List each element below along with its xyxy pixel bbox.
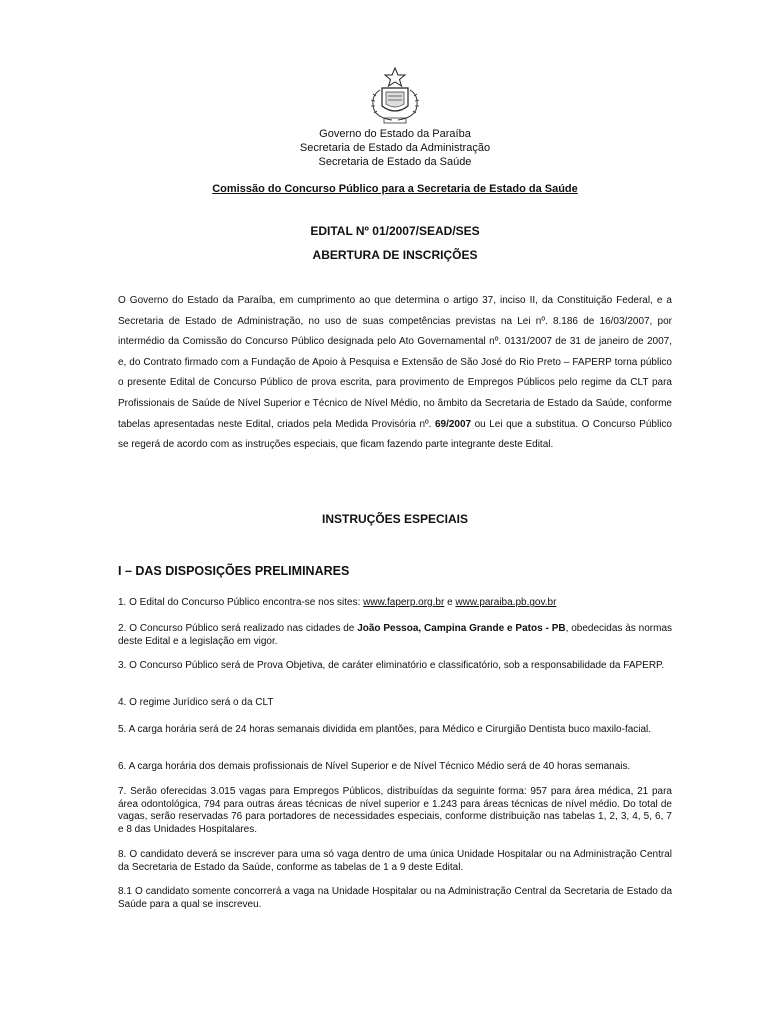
edital-number: EDITAL Nº 01/2007/SEAD/SES (310, 224, 480, 238)
state-coat-of-arms-icon (362, 66, 428, 126)
item-3: 3. O Concurso Público será de Prova Objetiva, de caráter eliminatório e classificatório, sob a responsabilidade da FAPERP. (118, 660, 665, 671)
link-faperp[interactable]: www.faperp.org.br (363, 597, 445, 608)
item-4: 4. O regime Jurídico será o da CLT (118, 697, 274, 708)
item-7: 7. Serão oferecidas 3.015 vagas para Empregos Públicos, distribuídas da seguinte forma: 957 para área médica, 21 para área odontológica, 794 para outras áreas técnicas de nível superior e 1.243 para áreas técnicas de nível médio. Do total de vagas, serão reservadas 76 para portadores de necessidades especiais, conforme distribuição nas tabelas 1, 2, 3, 4, 5, 6, 7 e 8 das Unidades Hospitalares. (118, 786, 672, 835)
item-2-rest: , obedecidas às normas deste Edital e a legislação em vigor. (118, 623, 673, 647)
item-6: 6. A carga horária dos demais profissionais de Nível Superior e de Nível Técnico Médio será de 40 horas semanais. (118, 761, 631, 772)
item-1-and: e (444, 597, 456, 608)
instructions-title: INSTRUÇÕES ESPECIAIS (321, 512, 469, 526)
item-2-text: 2. O Concurso Público será realizado nas cidades de (118, 623, 358, 634)
edital-subtitle: ABERTURA DE INSCRIÇÕES (312, 248, 478, 262)
item-8: 8. O candidato deverá se inscrever para uma só vaga dentro de uma única Unidade Hospitalar ou na Administração Central da Secretaria de Estado da Saúde, conforme as tabelas de 1 a 9 deste Edital. (118, 849, 672, 873)
item-1 (118, 597, 672, 610)
header-government: Governo do Estado da Paraíba (319, 128, 471, 140)
link-paraiba[interactable]: www.paraiba.pb.gov.br (455, 597, 557, 608)
header-health: Secretaria de Estado da Saúde (318, 156, 472, 168)
intro-bold-reference: 69/2007 (434, 418, 472, 430)
item-2 (118, 623, 672, 648)
item-8-1: 8.1 O candidato somente concorrerá a vaga na Unidade Hospitalar ou na Administração Central da Secretaria de Estado da Saúde para a qual se inscreveu. (118, 886, 672, 910)
item-5: 5. A carga horária será de 24 horas semanais dividida em plantões, para Médico e Cirurgião Dentista buco maxilo-facial. (118, 724, 652, 735)
section-title: I – DAS DISPOSIÇÕES PRELIMINARES (118, 564, 350, 578)
header-administration: Secretaria de Estado da Administração (299, 142, 491, 154)
item-1-text: 1. O Edital do Concurso Público encontra-se nos sites: (118, 597, 364, 608)
intro-paragraph (118, 291, 672, 456)
item-2-cities: João Pessoa, Campina Grande e Patos - PB (357, 623, 566, 634)
intro-text-part1: O Governo do Estado da Paraíba, em cumprimento ao que determina o artigo 37, inciso II, da Constituição Federal, e a Secretaria de Estado de Administração, no uso de suas competências previstas na Lei nº. 8.186 de 16/03/2007, por intermédio da Comissão do Concurso Público designada pelo Ato Governamental nº. 0131/2007 de 31 de janeiro de 2007, e, do Contrato firmado com a Fundação de Apoio à Pesquisa e Extensão de São José do Rio Preto – FAPERP torna público o presente Edital de Concurso Público de prova escrita, para provimento de Empregos Públicos pelo regime da CLT para Profissionais de Saúde de Nível Superior e Técnico de Nível Médio, no âmbito da Secretaria de Estado da Saúde, conforme tabelas apresentadas neste Edital, criados pela Medida Provisória nº. (118, 295, 672, 430)
commission-title: Comissão do Concurso Público para a Secretaria de Estado da Saúde (212, 183, 578, 195)
intro-text-part2: ou Lei que a substitua. O Concurso Público se regerá de acordo com as instruções especiais, que ficam fazendo parte integrante deste Edital. (118, 418, 672, 451)
